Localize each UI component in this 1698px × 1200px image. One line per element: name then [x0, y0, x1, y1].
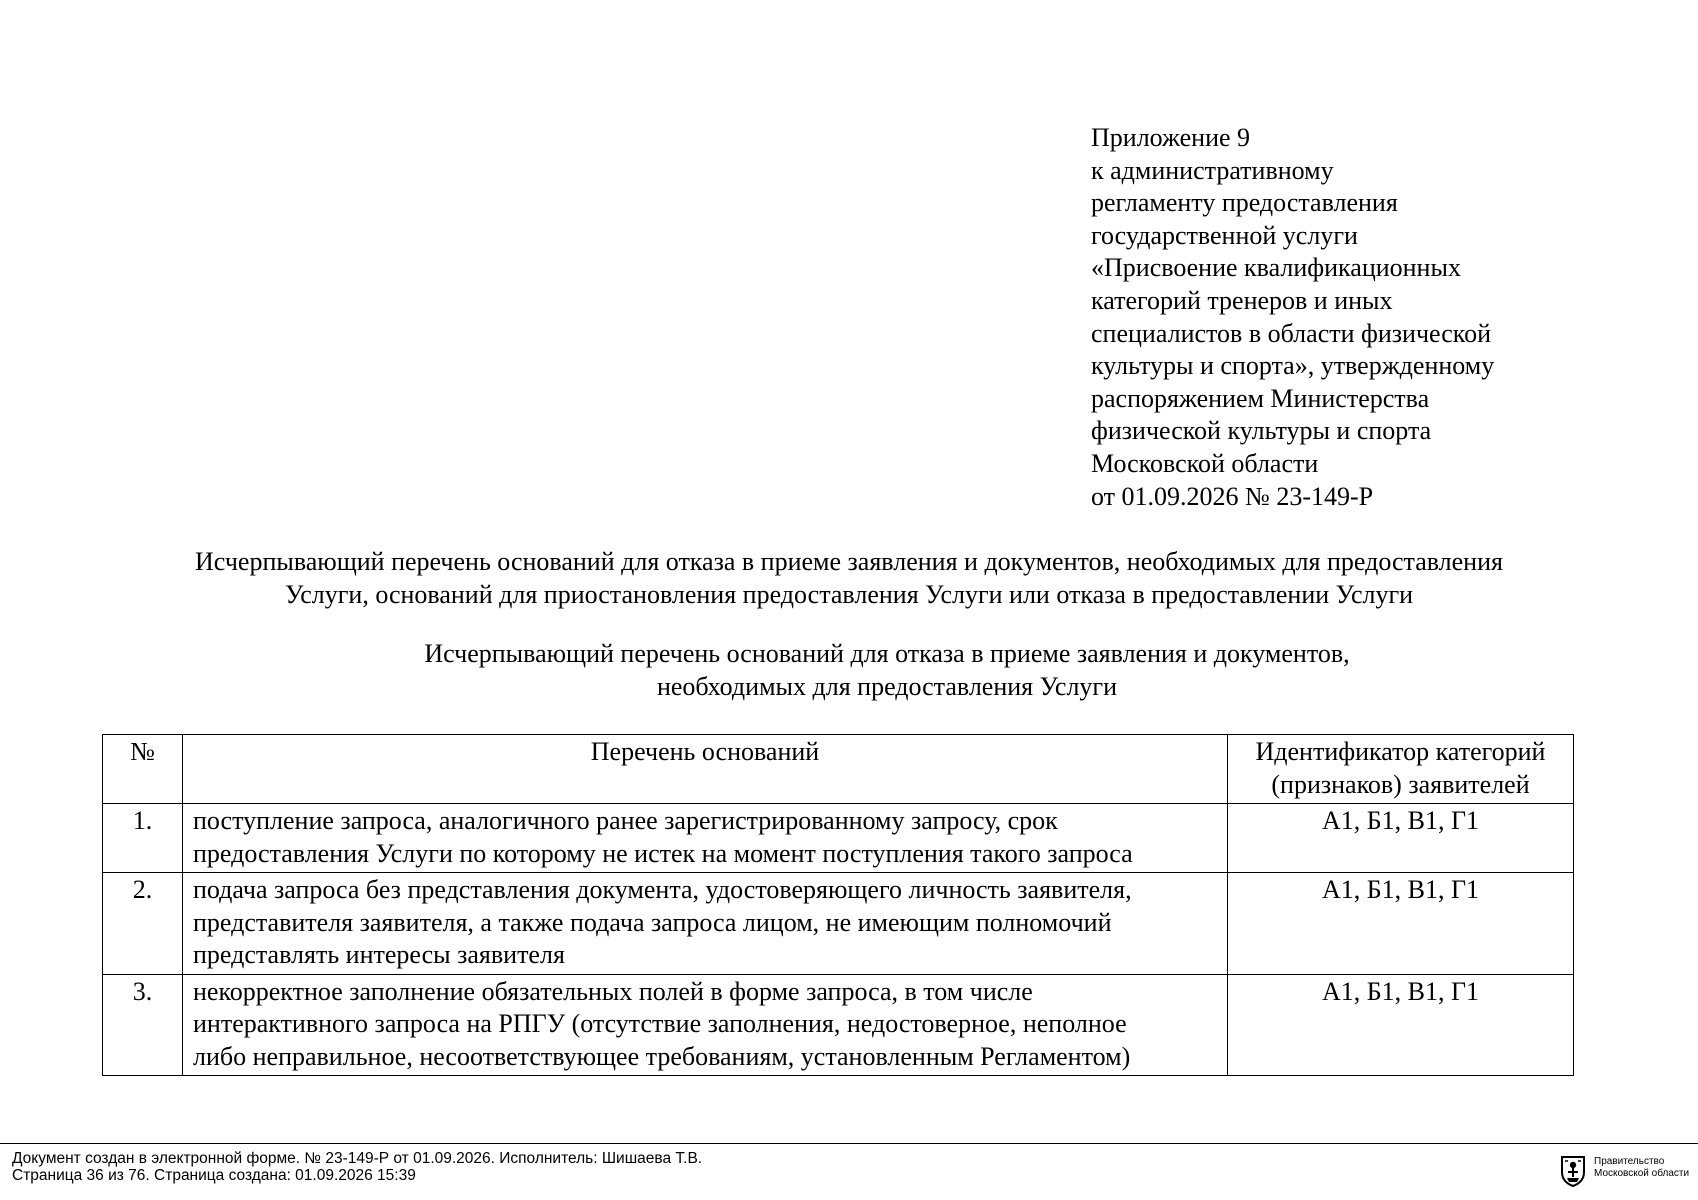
appendix-line: культуры и спорта», утвержденному [1091, 351, 1495, 381]
appendix-line: от 01.09.2026 № 23-149-Р [1091, 481, 1374, 511]
document-title-line: Исчерпывающий перечень оснований для отказа в приеме заявления и документов, необходимых для предоставления [195, 547, 1503, 576]
section-title-line: необходимых для предоставления Услуги [656, 671, 1118, 701]
logo-text [1594, 1156, 1689, 1180]
row-number: 1. [103, 804, 183, 873]
row-grounds-line: представителя заявителя, а также подача запроса лицом, не имеющим полномочий [193, 907, 1112, 937]
row-grounds [183, 974, 1228, 1076]
logo-text-line: Правительство [1594, 1156, 1665, 1167]
row-grounds-line: предоставления Услуги по которому не истек на момент поступления такого запроса [193, 838, 1133, 868]
logo-text-line: Московской области [1594, 1168, 1690, 1179]
row-number: 2. [103, 873, 183, 975]
appendix-line: распоряжением Министерства [1091, 383, 1430, 413]
row-identifiers: А1, Б1, В1, Г1 [1228, 804, 1574, 873]
row-grounds [183, 873, 1228, 975]
appendix-line: категорий тренеров и иных [1091, 285, 1393, 315]
appendix-line: «Присвоение квалификационных [1091, 253, 1461, 283]
coat-of-arms-icon [1558, 1153, 1588, 1187]
appendix-line: Московской области [1091, 448, 1319, 478]
table-row [103, 974, 1574, 1076]
row-identifiers: А1, Б1, В1, Г1 [1228, 873, 1574, 975]
footer-info [12, 1150, 702, 1184]
footer-page-info: Страница 36 из 76. Страница создана: 01.09.2026 15:39 [12, 1167, 416, 1184]
section-title-line: Исчерпывающий перечень оснований для отказа в приеме заявления и документов, [424, 639, 1350, 668]
grounds-table [102, 734, 1574, 1076]
appendix-line: специалистов в области физической [1091, 318, 1491, 348]
row-grounds-line: либо неправильное, несоответствующее требованиям, установленным Регламентом) [193, 1041, 1131, 1071]
header-identifiers [1228, 735, 1574, 804]
appendix-line: регламенту предоставления [1091, 188, 1398, 218]
appendix-line: физической культуры и спорта [1091, 416, 1432, 446]
footer-divider [0, 1143, 1698, 1144]
document-title-line: Услуги, оснований для приостановления предоставления Услуги или отказа в предоставлении Услуги [284, 579, 1414, 609]
row-grounds-line: представлять интересы заявителя [193, 940, 565, 969]
header-number: № [103, 735, 183, 804]
table-row [103, 873, 1574, 975]
header-identifiers-line: Идентификатор категорий [1255, 737, 1546, 766]
row-identifiers: А1, Б1, В1, Г1 [1228, 974, 1574, 1076]
table-row [103, 804, 1574, 873]
appendix-line: к административному [1091, 155, 1334, 185]
section-title [287, 638, 1487, 703]
appendix-block [1091, 122, 1611, 513]
footer-document-info: Документ создан в электронной форме. № 23-149-Р от 01.09.2026. Исполнитель: Шишаева Т.В. [12, 1150, 703, 1167]
row-grounds-line: некорректное заполнение обязательных полей в форме запроса, в том числе [193, 976, 1033, 1006]
row-grounds-line: подача запроса без представления документа, удостоверяющего личность заявителя, [193, 875, 1132, 904]
appendix-line: государственной услуги [1091, 220, 1358, 250]
row-number: 3. [103, 974, 183, 1076]
document-title [40, 546, 1658, 611]
header-identifiers-line: (признаков) заявителей [1271, 769, 1530, 799]
government-logo [1558, 1153, 1688, 1187]
table-header-row [103, 735, 1574, 804]
appendix-line: Приложение 9 [1091, 123, 1251, 152]
row-grounds [183, 804, 1228, 873]
row-grounds-line: поступление запроса, аналогичного ранее зарегистрированному запросу, срок [193, 806, 1058, 835]
row-grounds-line: интерактивного запроса на РПГУ (отсутствие заполнения, недостоверное, неполное [193, 1009, 1127, 1038]
header-grounds: Перечень оснований [183, 735, 1228, 804]
